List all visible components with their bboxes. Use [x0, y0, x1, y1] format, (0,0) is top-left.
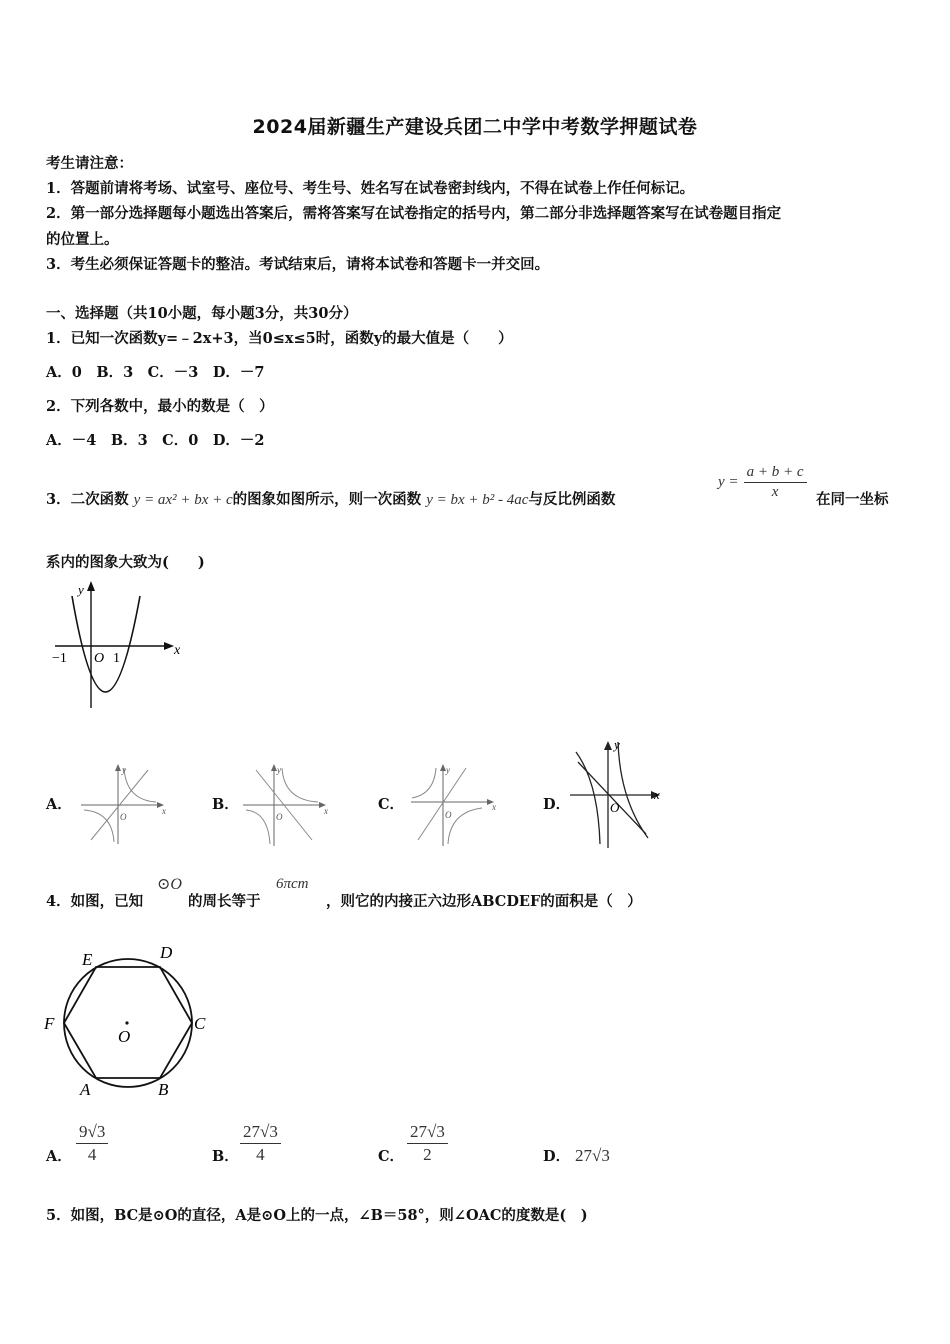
q3-linear-expr: y = bx + b² - 4ac [426, 492, 529, 508]
q3-inverse-fraction [744, 464, 807, 501]
q3-option-c-graph [408, 760, 503, 848]
origin-label: O [94, 651, 105, 666]
x-axis-arrow [164, 642, 174, 650]
q3-part4: 在同一坐标 [816, 491, 889, 508]
notice-item-3: 3．考生必须保证答题卡的整洁。考试结束后，请将本试卷和答题卡一并交回。 [46, 256, 550, 273]
q4-option-d-value: 27√3 [575, 1146, 610, 1165]
svg-text:x: x [162, 806, 166, 816]
vertex-b-label: B [158, 1080, 169, 1099]
svg-text:O: O [610, 800, 620, 815]
svg-text:x: x [654, 787, 660, 802]
svg-text:y: y [122, 765, 126, 775]
q3-option-d-label: D． [543, 796, 571, 813]
q4-part2: 的周长等于 [188, 893, 261, 910]
svg-text:y: y [614, 738, 620, 752]
q3-line2: 系内的图象大致为( ) [46, 554, 205, 571]
q4-hexagon-figure [40, 938, 220, 1100]
q4-circle-symbol: ⊙O [157, 876, 182, 893]
center-o-label: O [118, 1027, 131, 1046]
vertex-f-label: F [44, 1014, 55, 1033]
q3-inverse-expr [718, 464, 807, 501]
section-heading: 一、选择题（共10小题，每小题3分，共30分） [46, 305, 358, 322]
one-label: 1 [113, 651, 120, 666]
vertex-a-label: A [80, 1080, 91, 1099]
q1-stem: 1．已知一次函数y=﹣2x+3，当0≤x≤5时，函数y的最大值是（ ） [46, 330, 513, 347]
q4-option-a-fraction: $\frac{9√3}{4}$ [76, 1122, 108, 1165]
q3-inverse-den: x [771, 484, 779, 500]
q3-parabola-graph [50, 578, 200, 713]
notice-item-2-cont: 的位置上。 [46, 231, 119, 248]
q1-options: A．0 B．3 C．－3 D．－7 [46, 364, 265, 381]
q3-option-b-graph [240, 760, 335, 848]
svg-text:O: O [120, 812, 127, 822]
q4-option-d-label: D． [543, 1148, 571, 1165]
q3-part3: 与反比例函数 [528, 491, 616, 508]
y-label: y [78, 582, 84, 597]
notice-item-2: 2．第一部分选择题每小题选出答案后，需将答案写在试卷指定的括号内，第二部分非选择题答案写在试卷题目指定 [46, 205, 782, 222]
q4-part1: 4．如图，已知 [46, 893, 144, 910]
q4-option-a-label: A． [46, 1148, 72, 1165]
q3-stem [46, 488, 615, 509]
svg-text:y: y [277, 765, 281, 775]
vertex-e-label: E [82, 950, 93, 969]
parabola-curve [72, 596, 140, 692]
q3-option-b-label: B． [212, 796, 239, 813]
q4-option-c-label: C． [378, 1148, 405, 1165]
notice-heading: 考生请注意： [46, 155, 133, 172]
svg-text:x: x [492, 802, 496, 812]
q3-quadratic-expr: y = ax² + bx + c [133, 492, 233, 508]
vertex-c-label: C [194, 1014, 206, 1033]
svg-text:x: x [324, 806, 328, 816]
q3-part2: 的图象如图所示，则一次函数 [232, 491, 422, 508]
q3-inverse-lhs: y = [718, 474, 739, 490]
q2-stem: 2．下列各数中，最小的数是（ ） [46, 398, 274, 415]
svg-text:y: y [446, 765, 450, 775]
q4-part3: ，则它的内接正六边形ABCDEF的面积是（ ） [326, 893, 642, 910]
x-label: x [174, 643, 181, 658]
svg-text:O: O [276, 812, 283, 822]
page-title: 2024届新疆生产建设兵团二中学中考数学押题试卷 [252, 116, 698, 138]
neg-one-label: −1 [52, 651, 67, 666]
q4-circumference: 6πcm [276, 876, 309, 892]
q4-option-b-label: B． [212, 1148, 239, 1165]
y-axis-arrow [87, 581, 95, 591]
notice-item-1: 1．答题前请将考场、试室号、座位号、考生号、姓名写在试卷密封线内，不得在试卷上作任何标记。 [46, 180, 695, 197]
q3-part1: 3．二次函数 [46, 491, 129, 508]
q4-option-b-fraction: $\frac{27√3}{4}$ [240, 1122, 281, 1165]
center-point [125, 1021, 128, 1024]
q2-options: A．－4 B．3 C．0 D．－2 [46, 432, 265, 449]
q3-option-d-graph [568, 738, 668, 850]
q3-inverse-num: a + b + c [744, 464, 807, 483]
svg-text:O: O [445, 810, 452, 820]
q3-option-c-label: C． [378, 796, 405, 813]
q3-option-a-graph [76, 760, 171, 845]
vertex-d-label: D [160, 943, 173, 962]
q3-option-a-label: A． [46, 796, 72, 813]
q4-option-c-fraction: $\frac{27√3}{2}$ [407, 1122, 448, 1165]
q5-stem: 5．如图，BC是⊙O的直径，A是⊙O上的一点，∠B＝58°，则∠OAC的度数是( ) [46, 1207, 588, 1224]
